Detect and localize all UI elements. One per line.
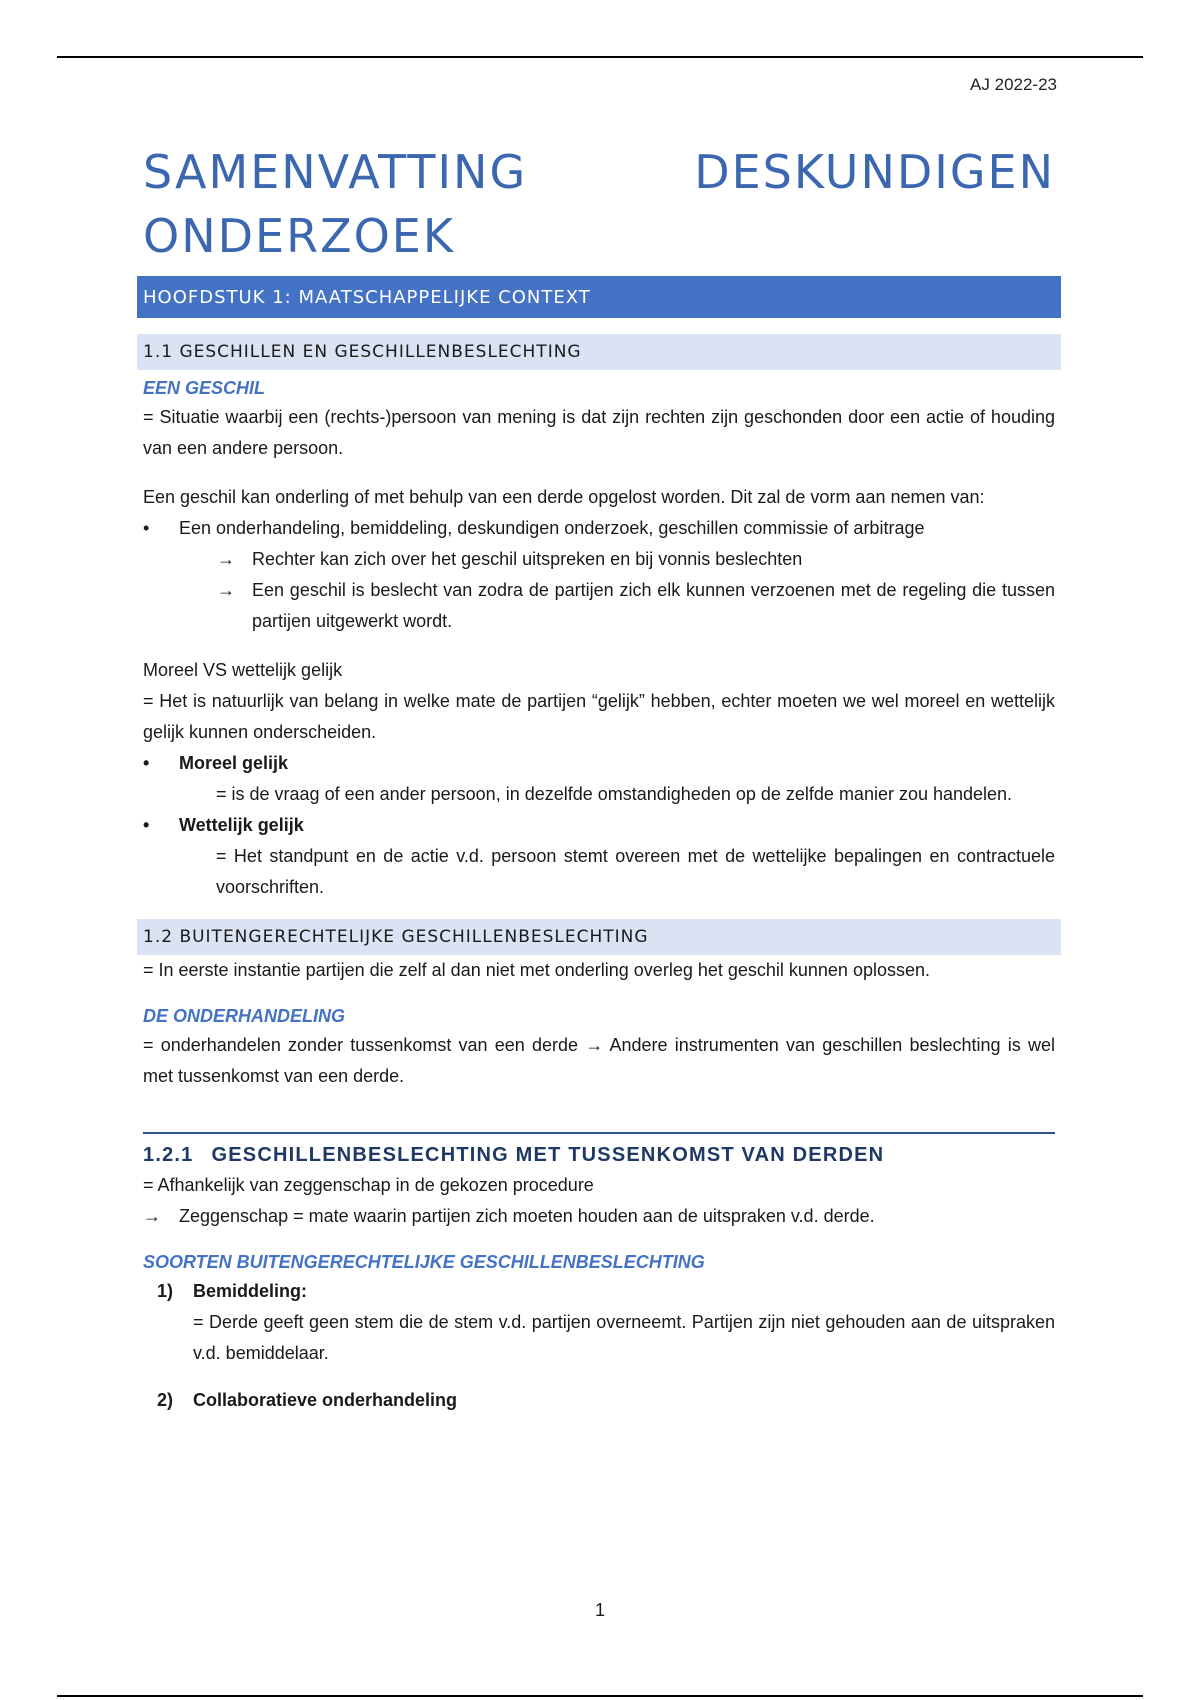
bemiddeling-definition: = Derde geeft geen stem die de stem v.d. partijen overneemt. Partijen zijn niet gehouden aan de uitspraken v.d. bemiddelaar. — [193, 1312, 1055, 1363]
item-number: 1) — [157, 1281, 174, 1301]
bullet-vormen: • Een onderhandeling, bemiddeling, deskundigen onderzoek, geschillen commissie of arbitrage — [143, 513, 1055, 544]
arrow-icon: → — [217, 549, 235, 569]
arrow-icon: → — [217, 580, 235, 600]
numbered-item-bemiddeling — [143, 1276, 1055, 1307]
moreel-gelijk-definition: = is de vraag of een ander persoon, in dezelfde omstandigheden op de zelfde manier zou handelen. — [216, 784, 1013, 804]
onderhandeling-definition: = onderhandelen zonder tussenkomst van een derde → Andere instrumenten van geschillen beslechting is wel met tussenkomst van een derde. — [143, 1035, 1055, 1086]
subheading-een-geschil: EEN GESCHIL — [143, 378, 266, 398]
arrow-item-text: Een geschil is beslecht van zodra de partijen zich elk kunnen verzoenen met de regeling die tussen partijen uitgewerkt wordt. — [252, 580, 1055, 631]
footer-rule — [57, 1695, 1143, 1697]
paragraph-oplossing: Een geschil kan onderling of met behulp van een derde opgelost worden. Dit zal de vorm aan nemen van: — [143, 487, 985, 507]
page-content — [143, 140, 1055, 1416]
moreel-heading: Moreel VS wettelijk gelijk — [143, 660, 343, 680]
item-number: 2) — [157, 1390, 174, 1410]
arrow-icon: → — [143, 1206, 161, 1226]
bullet-moreel-gelijk: • Moreel gelijk — [143, 748, 1055, 779]
academic-year: AJ 2022-23 — [970, 75, 1057, 94]
numbered-item-collaboratieve — [143, 1385, 1055, 1416]
arrow-item-rechter — [143, 544, 1055, 575]
section-heading-1-2 — [137, 919, 1061, 955]
bullet-wettelijk-gelijk: • Wettelijk gelijk — [143, 810, 1055, 841]
zeggenschap-definition: = Afhankelijk van zeggenschap in de gekozen procedure — [143, 1175, 594, 1195]
section-number: 1.2.1 — [143, 1144, 194, 1166]
header-rule — [57, 56, 1143, 58]
section-heading-1-1 — [137, 334, 1061, 370]
item-label: Collaboratieve onderhandeling — [193, 1390, 458, 1410]
section-heading-1-2-1 — [143, 1132, 1055, 1170]
section-heading-text: 1.1 GESCHILLEN EN GESCHILLENBESLECHTING — [143, 342, 582, 362]
item-label: Bemiddeling: — [193, 1281, 308, 1301]
arrow-item-text: Zeggenschap = mate waarin partijen zich moeten houden aan de uitspraken v.d. derde. — [179, 1206, 875, 1226]
arrow-item-zeggenschap — [143, 1201, 1055, 1232]
chapter-heading-text: HOOFDSTUK 1: MAATSCHAPPELIJKE CONTEXT — [143, 286, 591, 308]
wettelijk-gelijk-definition: = Het standpunt en de actie v.d. persoon stemt overeen met de wettelijke bepalingen en contractuele voorschriften. — [216, 846, 1055, 897]
section-heading-text: 1.2 BUITENGERECHTELIJKE GESCHILLENBESLECHTING — [143, 927, 649, 947]
subheading-onderhandeling: DE ONDERHANDELING — [143, 1006, 346, 1026]
arrow-item-text: Rechter kan zich over het geschil uitspreken en bij vonnis beslechten — [252, 549, 803, 569]
page-number: 1 — [594, 1600, 605, 1620]
subheading-soorten: SOORTEN BUITENGERECHTELIJKE GESCHILLENBESLECHTING — [143, 1252, 705, 1272]
moreel-definition: = Het is natuurlijk van belang in welke mate de partijen “gelijk” hebben, echter moeten we wel moreel en wettelijk gelijk kunnen onderscheiden. — [143, 691, 1055, 742]
definition-geschil: = Situatie waarbij een (rechts-)persoon van mening is dat zijn rechten zijn geschonden door een actie of houding van een andere persoon. — [143, 407, 1055, 458]
chapter-heading — [137, 276, 1061, 318]
document-title: SAMENVATTING DESKUNDIGEN ONDERZOEK — [143, 145, 1055, 263]
buitengerechtelijk-definition: = In eerste instantie partijen die zelf al dan niet met onderling overleg het geschil kunnen oplossen. — [143, 960, 930, 980]
section-heading-text: GESCHILLENBESLECHTING MET TUSSENKOMST VAN DERDEN — [211, 1144, 885, 1166]
arrow-item-beslecht — [143, 575, 1055, 637]
